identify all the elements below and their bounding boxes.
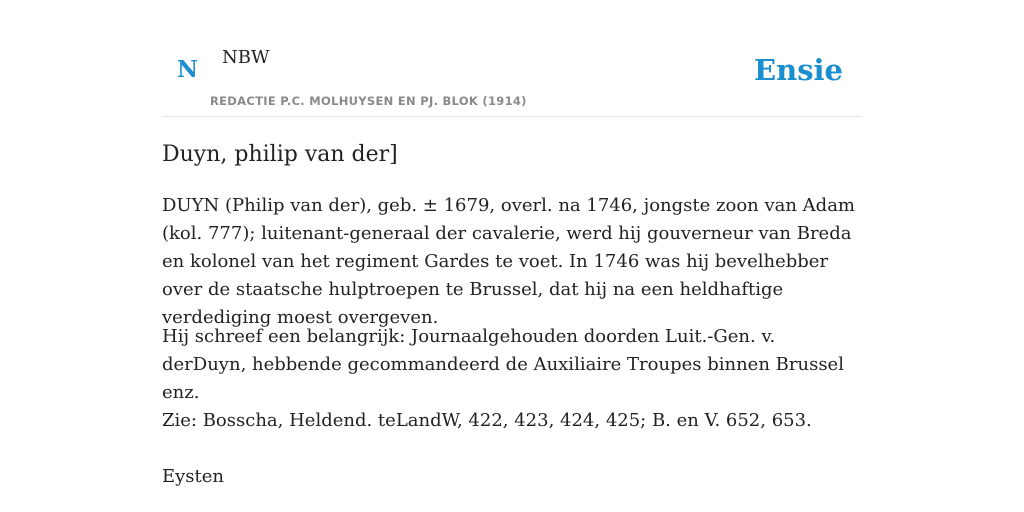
brand-logo[interactable]: Ensie — [754, 53, 843, 87]
article-author: Eysten — [162, 466, 225, 487]
header — [162, 0, 862, 117]
source-name[interactable]: NBW — [222, 47, 270, 68]
article-paragraph: DUYN (Philip van der), geb. ± 1679, overl. na 1746, jongste zoon van Adam (kol. 777); luitenant-generaal der cavalerie, werd hij gouverneur van Breda en kolonel van het regiment Gardes te voet. In 1746 was hij bevelhebber over de staatsche hulptroepen te Brussel, dat hij na een heldhaftige verdediging moest overgeven. — [162, 195, 855, 328]
source-logo[interactable]: N — [177, 56, 199, 83]
source-subtitle: REDACTIE P.C. MOLHUYSEN EN PJ. BLOK (1914) — [210, 94, 527, 108]
article-title: Duyn, philip van der] — [162, 142, 398, 167]
article-references: Zie: Bosscha, Heldend. teLandW, 422, 423, 424, 425; B. en V. 652, 653. — [162, 410, 812, 431]
article-paragraph: Hij schreef een belangrijk: Journaalgehouden doorden Luit.-Gen. v. derDuyn, hebbende gecommandeerd de Auxiliaire Troupes binnen Brussel enz. — [162, 326, 844, 403]
page — [162, 0, 862, 512]
